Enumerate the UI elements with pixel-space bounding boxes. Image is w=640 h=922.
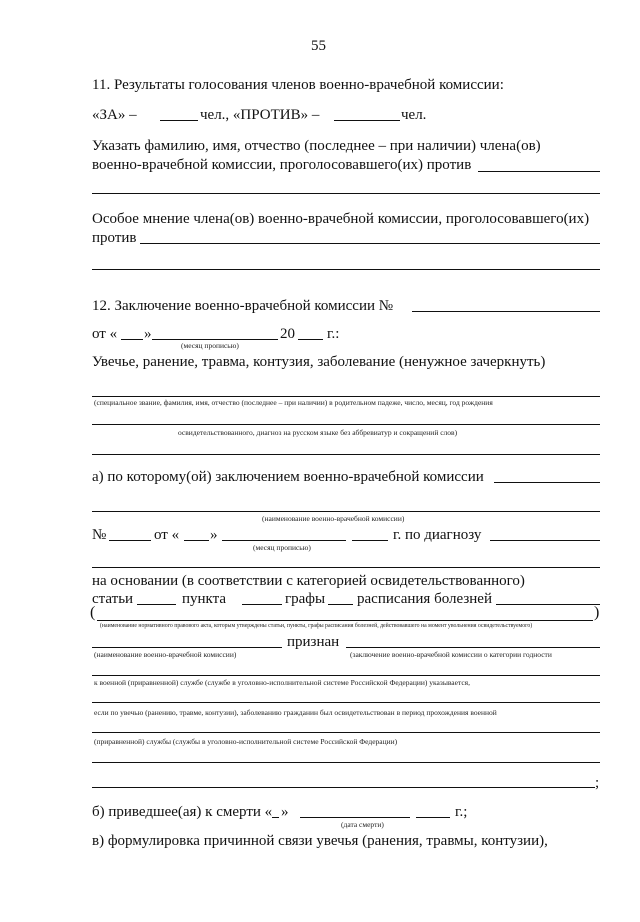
injury-line: Увечье, ранение, травма, контузия, заболевание (ненужное зачеркнуть) [92,354,546,370]
diagnosis-field[interactable] [92,424,600,425]
protiv-unit: чел. [401,107,427,123]
death-month-field[interactable] [300,817,410,818]
extra-field-1[interactable] [92,762,600,763]
caption-vvk-2: (наименование военно-врачебной комиссии) [94,650,237,659]
opinion-field-1[interactable] [140,243,600,244]
paren-open: ( [90,604,96,621]
a-diagnosis-field-2[interactable] [92,567,600,568]
page-number: 55 [311,38,326,54]
indicate-line-2: военно-врачебной комиссии, проголосовавшего(их) против [92,157,472,173]
opinion-line-1: Особое мнение члена(ов) военно-врачебной комиссии, проголосовавшего(их) [92,211,590,227]
za-label: «ЗА» – [92,107,137,123]
caption-vvk: (наименование военно-врачебной комиссии) [262,514,405,523]
caption-if-examined: если по увечью (ранению, травме, контузии), заболеванию гражданин был освидетельствован в период прохождения военной [94,708,497,717]
against-member-field-1[interactable] [478,171,600,172]
a-ot-close: » [210,527,218,543]
a-day-field[interactable] [184,540,209,541]
caption-diagnosis: освидетельствованного, диагноз на русском языке без аббревиатур и сокращений слов) [178,428,458,437]
caption-normative-act: (наименование нормативного правового акта, которым утверждены статьи, пункты, графы расписания болезней, действовавшего на момент увольнения освидетельствуемого) [100,623,533,629]
a-diagnosis-field-1[interactable] [490,540,600,541]
semicolon: ; [595,775,600,791]
caption-rank-name: (специальное звание, фамилия, имя, отчество (последнее – при наличии) в родительном падеже, число, месяц, год рождения [94,398,493,407]
grafy-label: графы [285,591,326,607]
a-month-field[interactable] [222,540,346,541]
b-g: г.; [455,804,468,820]
a-vvk-field-1[interactable] [494,482,600,483]
caption-death-date: (дата смерти) [341,820,384,829]
caption-service: к военной (приравненной) службе (службе в уголовно-исполнительной системе Российской Федерации) указывается, [94,678,470,687]
a-year-field[interactable] [352,540,388,541]
article-field[interactable] [137,604,176,605]
diagnosis-field-2[interactable] [92,454,600,455]
point-field[interactable] [242,604,282,605]
a-number-field[interactable] [109,540,151,541]
date-month-field[interactable] [152,339,278,340]
date-year-field[interactable] [298,339,323,340]
against-member-field-2[interactable] [92,193,600,194]
extra-field-2[interactable] [92,787,595,788]
section-12-heading: 12. Заключение военно-врачебной комиссии № [92,298,394,314]
date-day-field[interactable] [121,339,143,340]
b-close-quote: » [281,804,289,820]
v-line: в) формулировка причинной связи увечья (ранения, травмы, контузии), [92,833,548,849]
raspisaniya-label: расписания болезней [357,591,492,607]
rank-name-field[interactable] [92,396,600,397]
date-close-quote: » [144,326,152,342]
paren-close: ) [594,604,600,621]
death-year-field[interactable] [416,817,450,818]
za-field[interactable] [160,120,198,121]
caption-month-2: (месяц прописью) [253,543,311,552]
opinion-field-2[interactable] [92,269,600,270]
vvk-name-field[interactable] [92,647,282,648]
schedule-field[interactable] [496,604,600,605]
caption-conclusion-category: (заключение военно-врачебной комиссии о категории годности [350,650,552,659]
indicate-line-1: Указать фамилию, имя, отчество (последнее – при наличии) члена(ов) [92,138,541,154]
b-line: б) приведшее(ая) к смерти « [92,804,273,820]
no-label: № [92,527,107,543]
protiv-field[interactable] [334,120,400,121]
a-vvk-field-2[interactable] [92,511,600,512]
death-day-field[interactable] [272,817,279,818]
a-ot-label: от « [154,527,180,543]
caption-month: (месяц прописью) [181,341,239,350]
section-11-heading: 11. Результаты голосования членов военно-врачебной комиссии: [92,77,504,93]
priznan-label: признан [287,634,340,650]
category-field[interactable] [92,675,600,676]
conclusion-number-field[interactable] [412,311,600,312]
date-20: 20 [280,326,295,342]
punkta-label: пункта [182,591,227,607]
date-ot-label: от « [92,326,118,342]
caption-equivalent-service: (приравненной) службы (службы в уголовно-исполнительной системе Российской Федерации) [94,737,398,746]
stati-label: статьи [92,591,134,607]
recognized-field[interactable] [346,647,600,648]
a-line: а) по которому(ой) заключением военно-врачебной комиссии [92,469,484,485]
column-field[interactable] [328,604,353,605]
za-unit-protiv-label: чел., «ПРОТИВ» – [200,107,320,123]
osnovanie-line: на основании (в соответствии с категорией освидетельствованного) [92,573,525,589]
opinion-line-2: против [92,230,137,246]
service-field[interactable] [92,702,600,703]
normative-act-field[interactable] [97,620,593,621]
date-g: г.: [327,326,340,342]
po-diagnozu: г. по диагнозу [393,527,482,543]
period-field[interactable] [92,732,600,733]
